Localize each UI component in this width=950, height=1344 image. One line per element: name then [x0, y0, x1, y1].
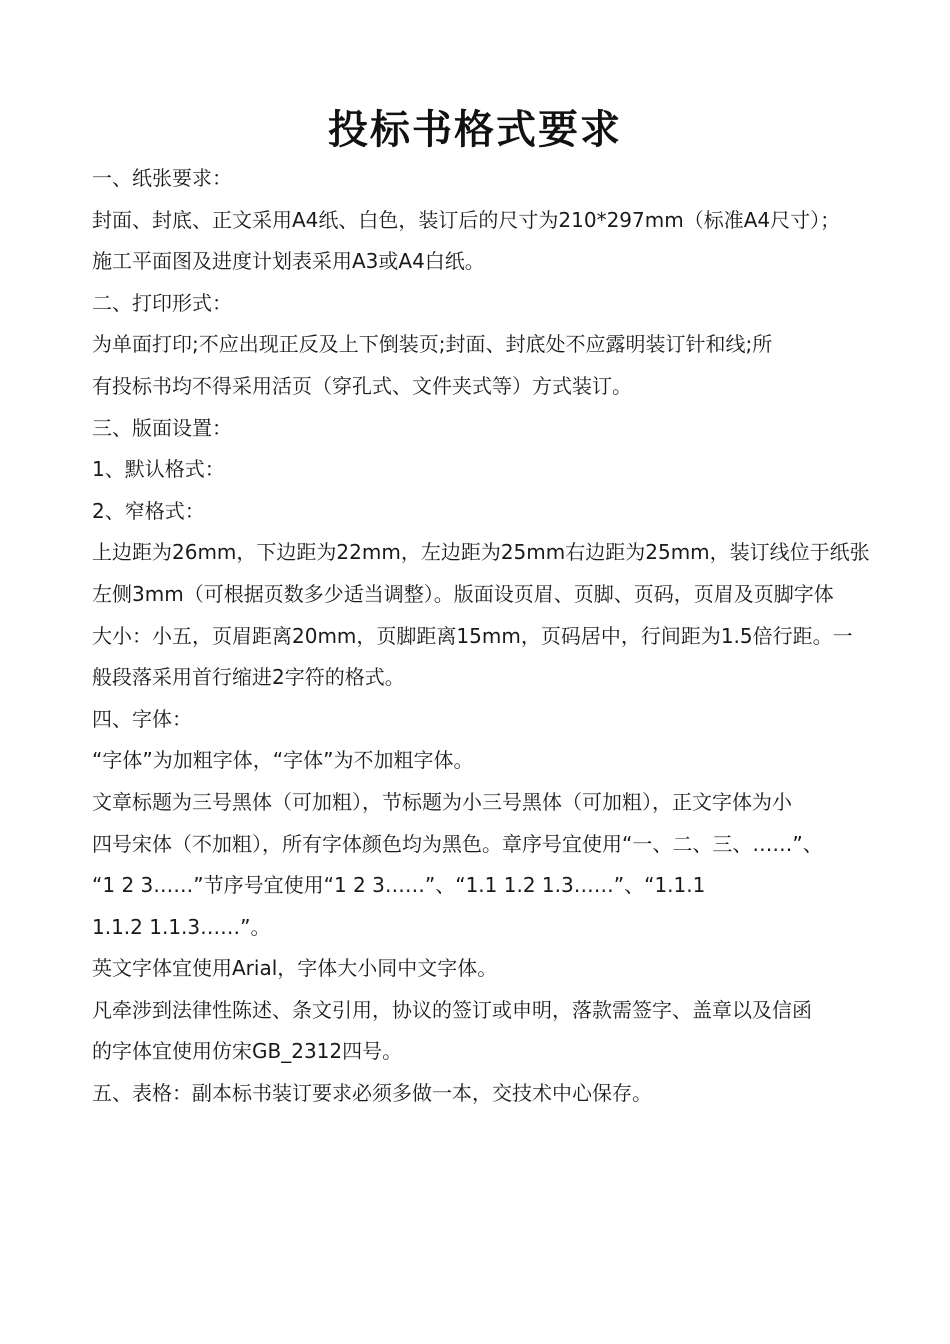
section-heading-font: 四、字体： — [92, 706, 192, 731]
subsection-default-format: 1、默认格式： — [92, 457, 225, 482]
paragraph-line: 为单面打印;不应出现正反及上下倒装页;封面、封底处不应露明装订针和线;所 — [92, 332, 773, 357]
section-heading-layout: 三、版面设置： — [92, 415, 232, 440]
paragraph-line: 大小：小五，页眉距离20mm，页脚距离15mm，页码居中，行间距为1.5倍行距。一 — [92, 623, 853, 648]
page-title: 投标书格式要求 — [328, 107, 622, 153]
paragraph-line: “1 2 3……”节序号宜使用“1 2 3……”、“1.1 1.2 1.3……”、“1.1.1 — [92, 873, 706, 898]
paragraph-line: 文章标题为三号黑体（可加粗），节标题为小三号黑体（可加粗），正文字体为小 — [92, 789, 792, 814]
section-heading-print: 二、打印形式： — [92, 290, 232, 315]
section-heading-table: 五、表格：副本标书装订要求必须多做一本，交技术中心保存。 — [92, 1081, 652, 1106]
document-body — [92, 158, 872, 1115]
paragraph-line: 封面、封底、正文采用A4纸、白色，装订后的尺寸为210*297mm（标准A4尺寸）； — [92, 207, 841, 232]
paragraph-line: 有投标书均不得采用活页（穿孔式、文件夹式等）方式装订。 — [92, 373, 632, 398]
paragraph-line: 四号宋体（不加粗），所有字体颜色均为黑色。章序号宜使用“一、二、三、……”、 — [92, 831, 823, 856]
paragraph-line: 凡牵涉到法律性陈述、条文引用，协议的签订或申明，落款需签字、盖章以及信函 — [92, 997, 812, 1022]
subsection-narrow-format: 2、窄格式： — [92, 498, 205, 523]
paragraph-line: 1.1.2 1.1.3……”。 — [92, 914, 271, 939]
paragraph-line: 般段落采用首行缩进2字符的格式。 — [92, 665, 405, 690]
paragraph-line: 施工平面图及进度计划表采用A3或A4白纸。 — [92, 249, 485, 274]
paragraph-line: 上边距为26mm，下边距为22mm，左边距为25mm右边距为25mm，装订线位于纸张 — [92, 540, 870, 565]
paragraph-line: 的字体宜使用仿宋GB_2312四号。 — [92, 1039, 403, 1064]
paragraph-line: “字体”为加粗字体，“字体”为不加粗字体。 — [92, 748, 474, 773]
section-heading-paper: 一、纸张要求： — [92, 166, 232, 190]
paragraph-line: 左侧3mm（可根据页数多少适当调整）。版面设页眉、页脚、页码，页眉及页脚字体 — [92, 581, 834, 606]
paragraph-line: 英文字体宜使用Arial，字体大小同中文字体。 — [92, 956, 498, 981]
